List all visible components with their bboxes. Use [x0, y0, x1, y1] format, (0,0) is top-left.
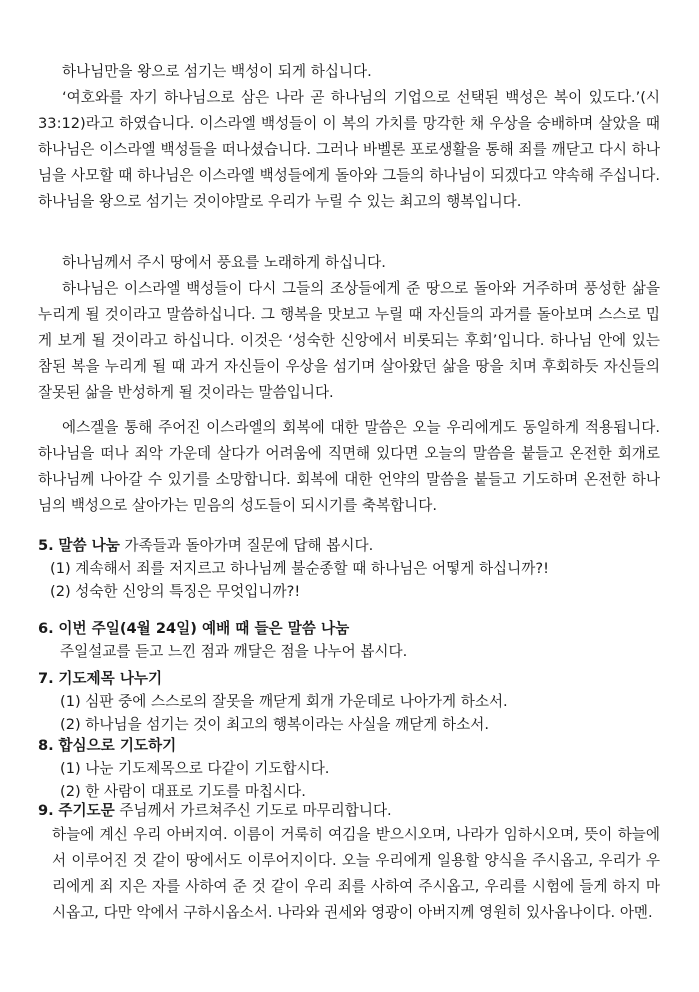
item-6-number: 6. [38, 620, 54, 637]
item-5-question: (1) 계속해서 죄를 저지르고 하나님께 불순종할 때 하나님은 어떻게 하십니까?! [50, 560, 549, 577]
section-1-body: ‘여호와를 자기 하나님으로 삼은 나라 곧 하나님의 기업으로 선택된 백성은 복이 있도다.’(시33:12)라고 하였습니다. 이스라엘 백성들이 이 복의 가치를 망각한 채 우상을 숭배하며 살았을 때 하나님은 이스라엘 백성들을 떠나셨습니다. 그러나 바벨론 포로생활을 통해 죄를 깨닫고 다시 하나님을 사모할 때 하나님은 이스라엘 백성들에게 돌아와 그들의 하나님이 되겠다고 약속해 주십니다. 하나님을 왕으로 섬기는 것이야말로 우리가 누릴 수 있는 최고의 행복입니다. [38, 89, 660, 210]
item-7-point: (2) 하나님을 섬기는 것이 최고의 행복이라는 사실을 깨닫게 하소서. [60, 716, 489, 733]
section-2-title: 하나님께서 주시 땅에서 풍요를 노래하게 하십니다. [62, 254, 386, 271]
section-2 [38, 250, 660, 406]
item-6-heading [38, 618, 660, 640]
item-8-number: 8. [38, 737, 54, 754]
item-8-heading [38, 735, 660, 757]
item-9-title: 주기도문 [58, 802, 115, 819]
section-2-body: 하나님은 이스라엘 백성들이 다시 그들의 조상들에게 준 땅으로 돌아와 거주하며 풍성한 삶을 누리게 될 것이라고 말씀하십니다. 그 행복을 맛보고 누릴 때 자신들의 과거를 돌아보며 스스로 밉게 보게 될 것이라고 하십니다. 이것은 ‘성숙한 신앙에서 비롯되는 후회’입니다. 하나님 안에 있는 참된 복을 누리게 될 때 과거 자신들이 우상을 섬기며 살아왔던 삶을 땅을 치며 후회하듯 자신들의 잘못된 삶을 반성하게 될 것이라는 말씀입니다. [38, 280, 660, 401]
lords-prayer: 하늘에 계신 우리 아버지여. 이름이 거룩히 여김을 받으시오며, 나라가 임하시오며, 뜻이 하늘에서 이루어진 것 같이 땅에서도 이루어지이다. 오늘 우리에게 일용할 양식을 주시옵고, 우리가 우리에게 죄 지은 자를 사하여 준 것 같이 우리 죄를 사하여 주시옵고, 우리를 시험에 들게 하지 마시옵고, 다만 악에서 구하시옵소서. 나라와 권세와 영광이 아버지께 영원히 있사옵나이다. 아멘. [52, 826, 660, 921]
section-3-body: 에스겔을 통해 주어진 이스라엘의 회복에 대한 말씀은 오늘 우리에게도 동일하게 적용됩니다. 하나님을 떠나 죄악 가운데 살다가 어려움에 직면해 있다면 오늘의 말씀을 붙들고 온전한 회개로 하나님께 나아갈 수 있기를 소망합니다. 회복에 대한 언약의 말씀을 붙들고 기도하며 온전한 하나님의 백성으로 살아가는 믿음의 성도들이 되시기를 축복합니다. [38, 419, 660, 514]
item-9-number: 9. [38, 802, 54, 819]
item-8-point: (2) 한 사람이 대표로 기도를 마칩시다. [60, 783, 306, 800]
section-3 [38, 415, 660, 519]
item-6-title: 이번 주일(4월 24일) 예배 때 들은 말씀 나눔 [58, 620, 350, 637]
item-5-questions [50, 557, 660, 603]
item-8-point: (1) 나눈 기도제목으로 다같이 기도합시다. [60, 760, 330, 777]
section-1-title: 하나님만을 왕으로 섬기는 백성이 되게 하십니다. [62, 63, 372, 80]
item-7-heading [38, 668, 660, 690]
section-1 [38, 59, 660, 215]
item-7-points [60, 690, 670, 736]
item-5-title: 말씀 나눔 [58, 537, 120, 554]
item-8-title: 합심으로 기도하기 [58, 737, 177, 754]
item-5-question: (2) 성숙한 신앙의 특징은 무엇입니까?! [50, 583, 301, 600]
item-8-points [60, 757, 670, 803]
item-9-desc: 주님께서 가르쳐주신 기도로 마무리합니다. [114, 802, 392, 819]
item-7-number: 7. [38, 670, 54, 687]
item-7-title: 기도제목 나누기 [58, 670, 163, 687]
item-5-number: 5. [38, 537, 54, 554]
item-7-point: (1) 심판 중에 스스로의 잘못을 깨닫게 회개 가운데로 나아가게 하소서. [60, 693, 508, 710]
item-5-desc: 가족들과 돌아가며 질문에 답해 봅시다. [119, 537, 374, 554]
item-5-heading [38, 535, 660, 557]
item-9-heading [38, 800, 660, 822]
item-6-desc: 주일설교를 듣고 느낀 점과 깨달은 점을 나누어 봅시다. [60, 643, 408, 660]
